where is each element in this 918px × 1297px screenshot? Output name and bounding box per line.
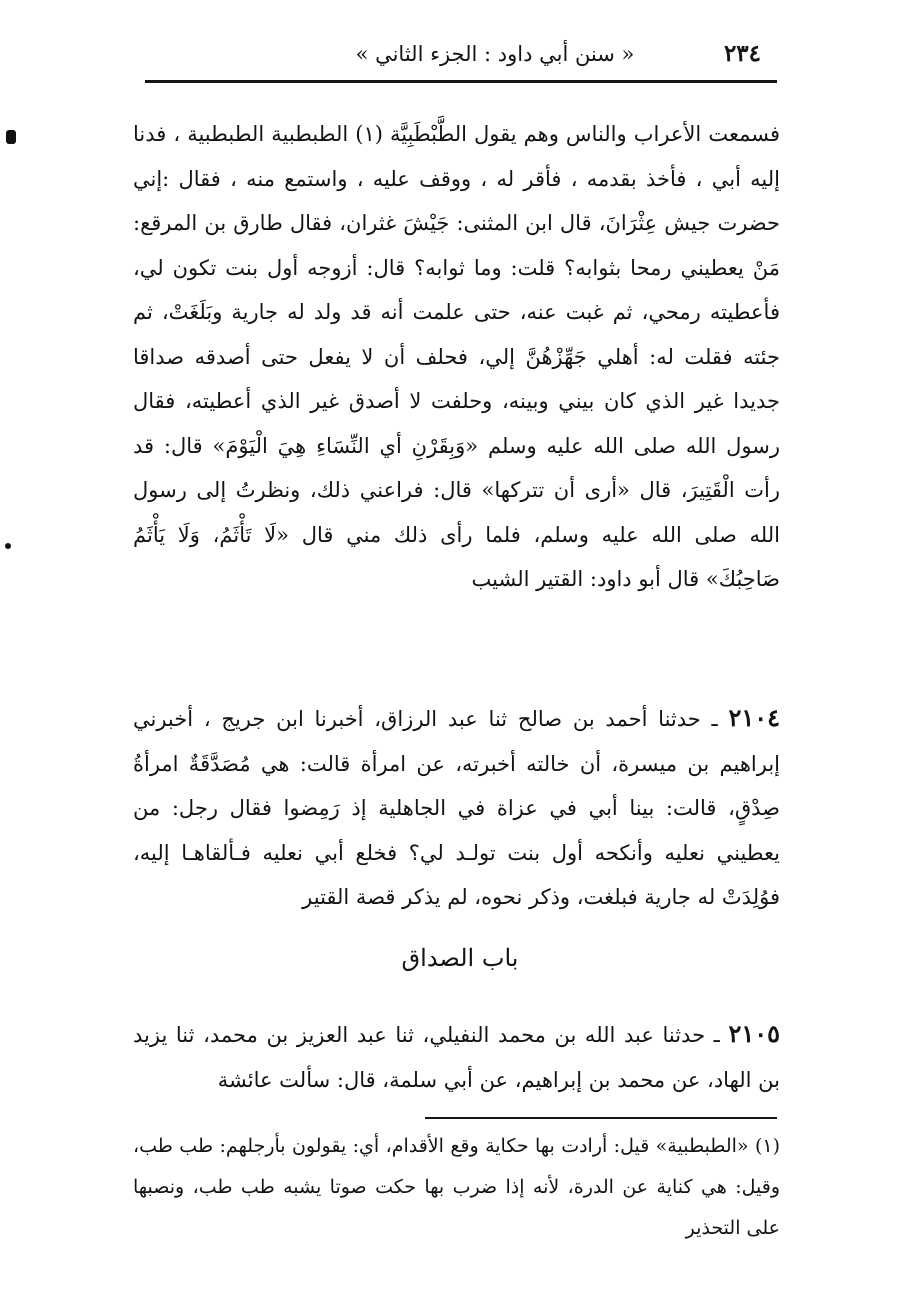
hadith-text: ـ حدثنا عبد الله بن محمد النفيلي، ثنا عبد العزيز بن محمد، ثنا يزيد بن الهاد، عن محمد بن إبراهيم، عن أبي سلمة، قال: سألت عائشة [133,1023,780,1092]
hadith-text: ـ حدثنا أحمد بن صالح ثنا عبد الرزاق، أخبرنا ابن جريج ، أخبرني إبراهيم بن ميسرة، أن خالته أخبرته، عن امرأة قالت: هي مُصَدَّقَةٌ امرأةُ صِدْقٍ، قالت: بينا أبي في عزاة في الجاهلية إذ رَمِضوا فقال رجل: من يعطيني نعليه وأنكحه أول بنت تولـد لي؟ فخلع أبي نعليه فـألقاهـا إليه، فوُلِدَتْ له جارية فبلغت، وذكر نحوه، لم يذكر قصة القتير [133,707,780,909]
paragraph [133,696,780,920]
header-title: « سنن أبي داود : الجزء الثاني » [355,42,635,66]
paragraph: فسمعت الأعراب والناس وهم يقول الطَّبْطَبِيَّة (١) الطبطبية الطبطبية ، فدنا إليه أبي ، فأخذ بقدمه ، فأقر له ، ووقف عليه ، واستمع منه ، فقال :إني حضرت جيش عِثْرَانَ، قال ابن المثنى: جَيْشَ غثران، فقال طارق بن المرقع: مَنْ يعطيني رمحا بثوابه؟ قلت: وما ثوابه؟ قال: أزوجه أول بنت تكون لي، فأعطيته رمحي، ثم غبت عنه، حتى علمت أنه قد ولد له جارية وبَلَغَتْ، ثم جئته فقلت له: أهلي جَهِّزْهُنَّ إلي، فحلف أن لا يفعل حتى أصدقه صداقا جديدا غير الذي كان بيني وبينه، وحلفت لا أصدق غير الذي أعطيته، فقال رسول الله صلى الله عليه وسلم «وَبِقَرْنِ أي النِّسَاءِ هِيَ الْيَوْمَ» قال: قد رأت الْقَتِيرَ، قال «أرى أن تتركها» قال: فراعني ذلك، ونظرتُ إلى رسول الله صلى الله عليه وسلم، فلما رأى ذلك مني قال «لَا تَأْثَمُ، وَلَا يَأْثَمُ صَاحِبُكَ» قال أبو داود: القتير الشيب [133,122,780,591]
paragraph [133,1012,780,1102]
hadith-2105 [133,1012,780,1102]
footnote: (١) «الطبطبية» قيل: أرادت بها حكاية وقع الأقدام، أي: يقولون بأرجلهم: طب طب، وقيل: هي كناية عن الدرة، لأنه إذا ضرب بها حكت صوتا يشبه طب طب، ونصبها على التحذير [133,1135,780,1239]
chapter-heading: باب الصداق [401,944,519,972]
running-header [145,38,775,78]
footnotes [133,1126,780,1249]
margin-mark [5,543,11,549]
footnote-rule [425,1117,777,1119]
hadith-2104 [133,696,780,920]
margin-mark [6,130,16,144]
hadith-number: ٢١٠٤ [728,703,780,732]
continued-hadith-text [133,112,780,602]
page-number: ٢٣٤ [723,40,761,67]
header-rule [145,80,777,83]
hadith-number: ٢١٠٥ [728,1019,780,1048]
